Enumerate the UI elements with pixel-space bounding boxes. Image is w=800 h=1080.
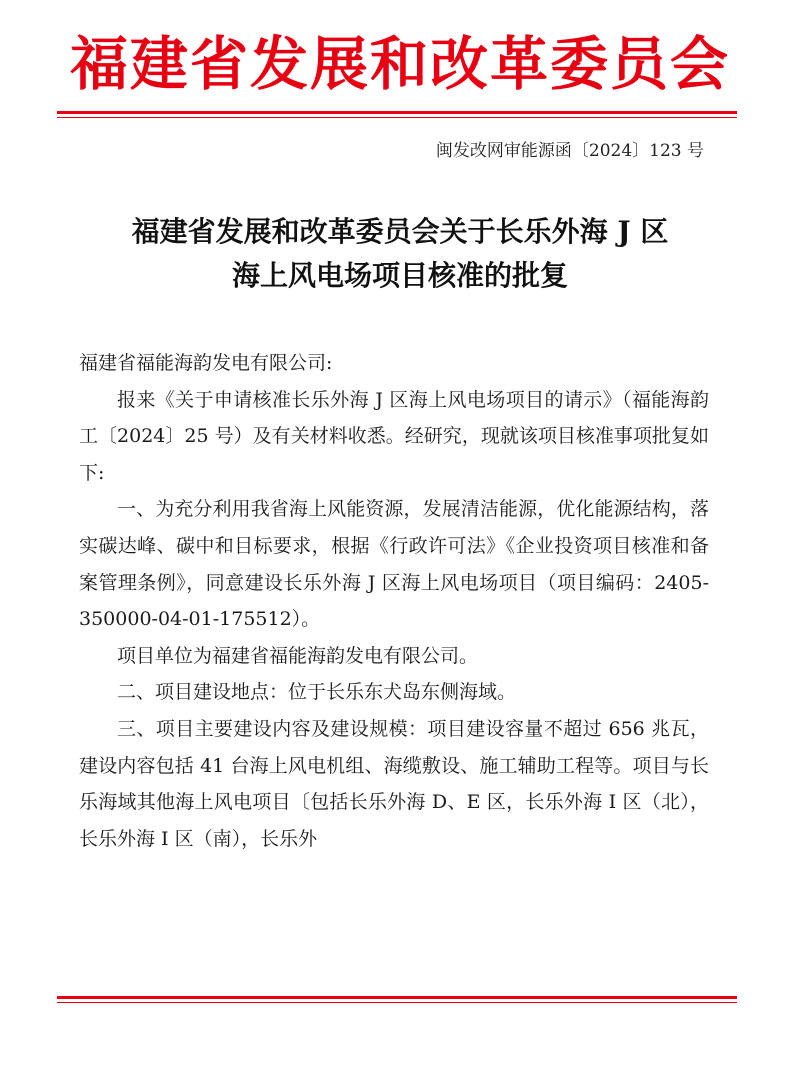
body-paragraph-location: 二、项目建设地点：位于长乐东犬岛东侧海域。	[117, 681, 517, 704]
footer-divider-thick	[57, 996, 737, 999]
document-number: 闽发改网审能源函〔2024〕123 号	[435, 141, 704, 161]
body-paragraph-intro: 报来《关于申请核准长乐外海 J 区海上风电场项目的请示》（福能海韵工〔2024〕25 号）及有关材料收悉。经研究，现就该项目核准事项批复如下:	[79, 388, 709, 484]
document-title	[0, 210, 800, 298]
document-title-line-2: 海上风电场项目核准的批复	[231, 259, 568, 292]
footer-divider-thin	[57, 1002, 737, 1003]
letterhead-divider-thick	[57, 111, 737, 114]
letterhead-divider-thin	[57, 117, 737, 118]
agency-letterhead-title: 福建省发展和改革委员会	[69, 30, 730, 98]
document-body	[79, 345, 709, 857]
addressee: 福建省福能海韵发电有限公司:	[79, 352, 333, 374]
body-paragraph-scope: 三、项目主要建设内容及建设规模：项目建设容量不超过 656 兆瓦，建设内容包括 41 台海上风电机组、海缆敷设、施工辅助工程等。项目与长乐海域其他海上风电项目〔包括长乐外海 D、E 区，长乐外海 I 区（北），长乐外海 I 区（南），长乐外	[79, 717, 709, 850]
body-paragraph-project-unit: 项目单位为福建省福能海韵发电有限公司。	[117, 644, 479, 667]
body-paragraph-approval: 一、为充分利用我省海上风能资源，发展清洁能源，优化能源结构，落实碳达峰、碳中和目标要求，根据《行政许可法》《企业投资项目核准和备案管理条例》，同意建设长乐外海 J 区海上风电场项目（项目编码：2405-350000-04-01-175512）。	[79, 498, 709, 631]
document-title-line-1: 福建省发展和改革委员会关于长乐外海 J 区	[131, 215, 669, 248]
